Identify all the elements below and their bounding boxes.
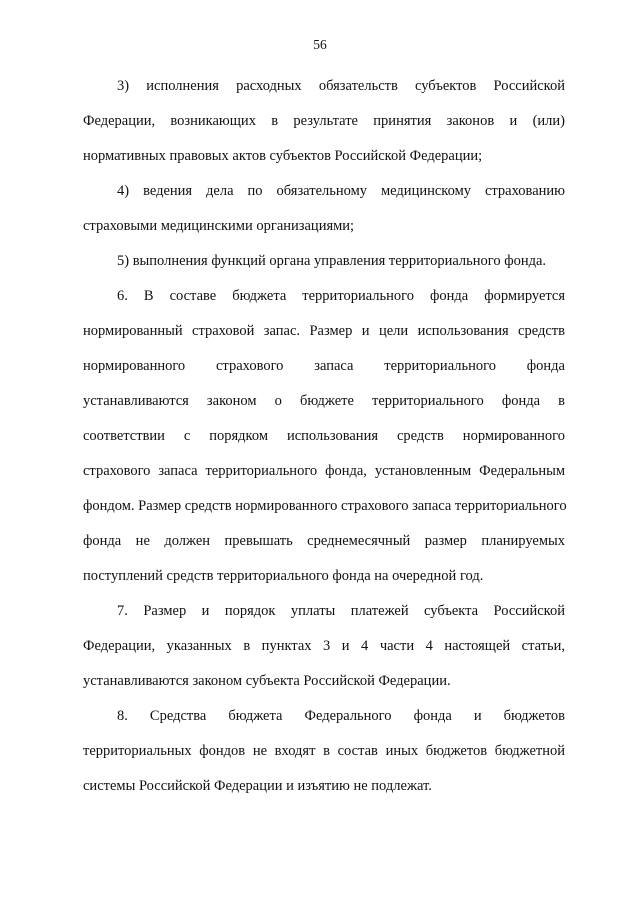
text-line: страхового запаса территориального фонда, установленным Федеральным (83, 463, 565, 479)
paragraph-item-4 (83, 174, 565, 244)
paragraph-part-6 (83, 279, 565, 594)
paragraph-item-5 (83, 244, 565, 279)
text-line: 3) исполнения расходных обязательств субъектов Российской (117, 78, 565, 94)
text-line: устанавливаются законом субъекта Российской Федерации. (83, 673, 451, 689)
page-number: 56 (313, 37, 327, 52)
text-line: нормированного страхового запаса территориального фонда (83, 358, 565, 374)
document-body (83, 69, 565, 804)
text-line: фонда не должен превышать среднемесячный размер планируемых (83, 533, 565, 549)
text-line: соответствии с порядком использования средств нормированного (83, 428, 565, 444)
paragraph-item-3 (83, 69, 565, 174)
paragraph-part-8 (83, 699, 565, 804)
text-line: Федерации, возникающих в результате принятия законов и (или) (83, 113, 565, 129)
text-line: поступлений средств территориального фонда на очередной год. (83, 568, 484, 584)
text-line: нормативных правовых актов субъектов Российской Федерации; (83, 148, 483, 164)
text-line: 4) ведения дела по обязательному медицинскому страхованию (117, 183, 565, 199)
text-line: системы Российской Федерации и изъятию не подлежат. (83, 778, 432, 794)
text-line: территориальных фондов не входят в состав иных бюджетов бюджетной (83, 743, 565, 759)
text-line: страховыми медицинскими организациями; (83, 218, 355, 234)
text-line: устанавливаются законом о бюджете территориального фонда в (83, 393, 565, 409)
paragraph-part-7 (83, 594, 565, 699)
text-line: нормированный страховой запас. Размер и цели использования средств (83, 323, 565, 339)
text-line: фондом. Размер средств нормированного страхового запаса территориального (83, 498, 567, 514)
text-line: Федерации, указанных в пунктах 3 и 4 части 4 настоящей статьи, (83, 638, 565, 654)
text-line: 8. Средства бюджета Федерального фонда и бюджетов (117, 708, 565, 724)
text-line: 7. Размер и порядок уплаты платежей субъекта Российской (117, 603, 565, 619)
text-line: 6. В составе бюджета территориального фонда формируется (117, 288, 565, 304)
text-line: 5) выполнения функций органа управления территориального фонда. (117, 253, 547, 269)
